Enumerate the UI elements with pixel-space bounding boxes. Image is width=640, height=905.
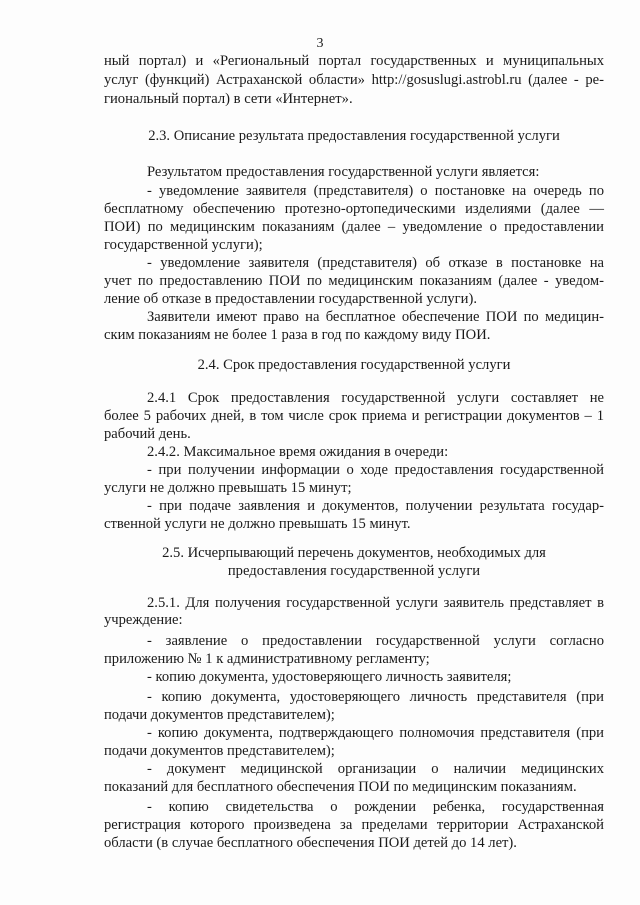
intro-line: услуг (функций) Астраханской области» http://gosuslugi.astrobl.ru (далее - ре- [104, 72, 604, 88]
paragraph-line: области (в случае бесплатного обеспечения ПОИ детей до 14 лет). [104, 835, 517, 851]
section-heading: предоставления государственной услуги [227, 563, 481, 579]
paragraph-line: - копию свидетельства о рождении ребенка, государственная [147, 799, 604, 815]
paragraph-line: ление об отказе в предоставлении государственной услуги). [104, 291, 477, 307]
section-heading: 2.3. Описание результата предоставления государственной услуги [148, 128, 560, 144]
paragraph-line: - копию документа, удостоверяющего личность заявителя; [147, 669, 512, 685]
paragraph-line: ским показаниям не более 1 раза в год по каждому виду ПОИ. [104, 327, 491, 343]
paragraph-line: более 5 рабочих дней, в том числе срок приема и регистрации документов – 1 [104, 408, 604, 424]
paragraph-line: подачи документов представителем); [104, 743, 335, 759]
paragraph-line: показаний для бесплатного обеспечения ПОИ по медицинским показаниям. [104, 779, 577, 795]
paragraph-line: рабочий день. [104, 426, 191, 442]
paragraph-line: государственной услуги); [104, 237, 263, 253]
paragraph-line: - при получении информации о ходе предоставления государственной [147, 462, 604, 478]
paragraph-line: ственной услуги не должно превышать 15 минут. [104, 516, 411, 532]
paragraph-line: Заявители имеют право на бесплатное обеспечение ПОИ по медицин- [147, 309, 604, 325]
paragraph-line: 2.4.2. Максимальное время ожидания в очереди: [147, 444, 449, 460]
paragraph-line: услуги не должно превышать 15 минут; [104, 480, 352, 496]
paragraph-line: - уведомление заявителя (представителя) о постановке на очередь по [147, 183, 604, 199]
paragraph-line: учреждение: [104, 612, 183, 628]
paragraph-line: ПОИ) по медицинским показаниям (далее – уведомление о предоставлении [104, 219, 604, 235]
paragraph-line: 2.4.1 Срок предоставления государственной услуги составляет не [147, 390, 604, 406]
intro-line: гиональный портал) в сети «Интернет». [104, 91, 353, 107]
paragraph-line: 2.5.1. Для получения государственной услуги заявитель представляет в [147, 595, 604, 611]
section-heading: 2.5. Исчерпывающий перечень документов, необходимых для [162, 545, 546, 561]
section-heading: 2.4. Срок предоставления государственной услуги [197, 357, 511, 373]
page-number: 3 [316, 36, 324, 51]
paragraph-line: - копию документа, подтверждающего полномочия представителя (при [147, 725, 604, 741]
paragraph-line: - заявление о предоставлении государственной услуги согласно [147, 633, 604, 649]
paragraph-line: приложению № 1 к административному регламенту; [104, 651, 430, 667]
paragraph-line: Результатом предоставления государственной услуги является: [147, 164, 540, 180]
paragraph-line: подачи документов представителем); [104, 707, 335, 723]
paragraph-line: - копию документа, удостоверяющего личность представителя (при [147, 689, 604, 705]
paragraph-line: - уведомление заявителя (представителя) об отказе в постановке на [147, 255, 604, 271]
paragraph-line: регистрация которого произведена за пределами территории Астраханской [104, 817, 604, 833]
paragraph-line: - при подаче заявления и документов, получении результата государ- [147, 498, 604, 514]
paragraph-line: бесплатному обеспечению протезно-ортопедическими изделиями (далее — [104, 201, 604, 217]
paragraph-line: учет по предоставлению ПОИ по медицинским показаниям (далее - уведом- [104, 273, 604, 289]
intro-line: ный портал) и «Региональный портал государственных и муниципальных [104, 53, 604, 69]
paragraph-line: - документ медицинской организации о наличии медицинских [147, 761, 604, 777]
